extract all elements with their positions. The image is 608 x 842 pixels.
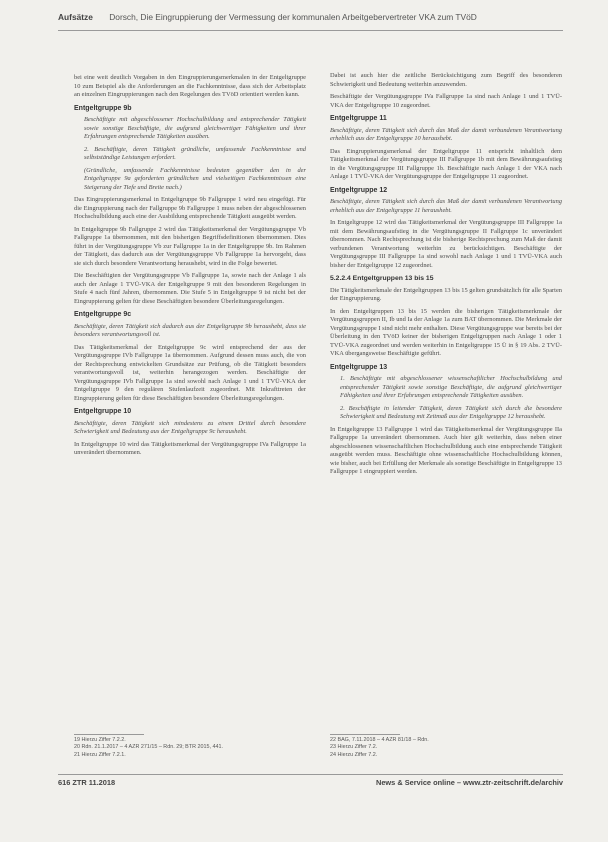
paragraph: In Entgeltgruppe 10 wird das Tätigkeitsmerkmal der Vergütungsgruppe IVa Fallgruppe 1a unverändert übernommen.	[74, 440, 306, 456]
running-header	[58, 12, 563, 28]
merkmal-eg9b-1: Beschäftigte mit abgeschlossener Hochschulbildung und entsprechender Tätigkeit sowie sonstige Beschäftigte, die aufgrund gleichwertiger Fähigkeiten und ihrer Erfahrungen entsprechende Tätigkeiten ausüben.	[84, 116, 306, 140]
right-column	[330, 72, 562, 481]
running-title: Dorsch, Die Eingruppierung der Vermessung der kommunalen Arbeitgebervertreter VKA zum TVöD	[109, 12, 477, 22]
paragraph: In Entgeltgruppe 12 wird das Tätigkeitsmerkmal der Vergütungsgruppe III Fallgruppe 1a mit dem Bewährungsaufstieg in die Vergütungsgruppe II Fallgruppe 1c unverändert übernommen. Nach Rechtsprechung ist die bisherige Rechtsprechung zum Maß der damit verbundenen Verantwortung weiterhin zu berücksichtigen. Beschäftigte der Vergütungsgruppe III Fallgruppe 1a sind sowohl nach Anlage 1 und 1 TVÜ-VKA auch bisher der Entgeltgruppe 12 zugeordnet.	[330, 219, 562, 269]
paragraph: Beschäftigte der Vergütungsgruppe IVa Fallgruppe 1a sind nach Anlage 1 und 1 TVÜ-VKA der Entgeltgruppe 10 zugeordnet.	[330, 93, 562, 109]
footnote: 23 Hierzu Ziffer 7.2.	[330, 744, 378, 751]
paragraph: In Entgeltgruppe 9b Fallgruppe 2 wird das Tätigkeitsmerkmal der Vergütungsgruppe Vb Fallgruppe 1a übernommen, mit den bisherigen Begriffsdefinitionen übernommen. Dies führt in der Vergütungsgruppe Vb zur Fallgruppe 1a in der Entgeltgruppe 9b. Im Rahmen der Tätigkeit, das dadurch aus der Vergütungsgruppe Vb Fallgruppe 1a hervorgeht, dass sie sich durch besondere Verantwortung heraushebt, wird in die Folge bewertet.	[74, 225, 306, 267]
merkmal-eg9b-2: 2. Beschäftigte, deren Tätigkeit gründliche, umfassende Fachkenntnisse und selbstständige Leistungen erfordert.	[84, 145, 306, 161]
footnotes-right	[330, 734, 562, 759]
footer-rule	[58, 774, 563, 775]
footer-page-info: 616 ZTR 11.2018	[58, 778, 116, 787]
paragraph: Das Eingruppierungsmerkmal in Entgeltgruppe 9b Fallgruppe 1 wird neu eingefügt. Für die Eingruppierung nach der Fallgruppe 9b Fallgruppe 1 muss neben der abgeschlossenen Hochschulbildung auch eine der Ausbildung entsprechende Tätigkeit ausgeübt werden.	[74, 196, 306, 220]
merkmal-eg13-1: 1. Beschäftigte mit abgeschlossener wissenschaftlicher Hochschulbildung und entsprechender Tätigkeit sowie sonstige Beschäftigte, die aufgrund gleichwertiger Fähigkeiten und ihrer Erfahrungen entsprechende Tätigkeiten ausüben.	[340, 375, 562, 399]
header-rule	[58, 30, 563, 31]
footnotes-left	[74, 734, 306, 759]
paragraph: bei eine weit deutlich Vorgaben in den Eingruppierungsmerkmalen in der Entgeltgruppe 10 zum Beispiel als die Anforderungen an die Fachkenntnisse, dass sich der Arbeitsplatz an einzelnen Eingruppierungen nach den Regelungen des TVöD orientiert werden kann.	[74, 74, 306, 98]
paragraph: Die Beschäftigten der Vergütungsgruppe Vb Fallgruppe 1a, sowie nach der Anlage 1 als auch der Anlage 1 TVÜ-VKA der Entgeltgruppe 9 mit den besonderen Regelungen in Stufe 4 nach fünf Jahren, übernommen. Die Stufe 5 in Entgeltgruppe 9 ist nicht bei der Eingruppierung gelten für diese Beschäftigten besondere Überleitungsregelungen.	[74, 272, 306, 305]
footnote: 22 BAG, 7.11.2018 – 4 AZR 81/18 – Rdn.	[330, 737, 429, 743]
paragraph: Das Tätigkeitsmerkmal der Entgeltgruppe 9c wird entsprechend der aus der Vergütungsgruppe IVb Fallgruppe 1a übernommen. Aufgrund dessen muss auch, die von der Rechtsprechung entwickelten Grundsätze zur Prüfung, ob die Tätigkeit besonders verantwortungsvoll ist, weiterhin herangezogen werden. Beschäftigte der Vergütungsgruppe IVb Fallgruppe 1a sind sowohl nach Anlage 1 und 1 TVÜ-VKA der Entgeltgruppe 9 den regulären Stufenlaufzeit zugeordnet. Mit Inkrafttreten der Eingruppierung gelten für diese Beschäftigten besondere Überleitungsregelungen.	[74, 343, 306, 402]
heading-eg13: Entgeltgruppe 13	[330, 363, 388, 371]
footnote-rule	[330, 734, 400, 735]
heading-eg9c: Entgeltgruppe 9c	[74, 311, 132, 318]
footnote: 24 Hierzu Ziffer 7.2.	[330, 751, 378, 758]
heading-eg11: Entgeltgruppe 11	[330, 115, 387, 122]
merkmal-eg9c: Beschäftigte, deren Tätigkeit sich dadurch aus der Entgeltgruppe 9b heraushebt, dass sie besonders verantwortungsvoll ist.	[74, 322, 306, 338]
page-footer	[58, 778, 563, 792]
footnote: 20 Rdn. 21.1.2017 – 4 AZR 271/15 – Rdn. 29; BTR 2015, 441.	[74, 744, 223, 751]
left-column	[74, 74, 306, 462]
heading-5224: 5.2.2.4 Entgeltgruppen 13 bis 15	[330, 275, 434, 282]
heading-eg10: Entgeltgruppe 10	[74, 408, 132, 415]
heading-eg12: Entgeltgruppe 12	[330, 186, 388, 194]
merkmal-eg10: Beschäftigte, deren Tätigkeit sich mindestens zu einem Drittel durch besondere Schwierigkeit und Bedeutung aus der Entgeltgruppe 9c heraushebt.	[74, 419, 306, 435]
heading-eg9b: Entgeltgruppe 9b	[74, 104, 132, 112]
footnote-rule	[74, 734, 144, 735]
paragraph: In den Entgeltgruppen 13 bis 15 werden die bisherigen Tätigkeitsmerkmale der Vergütungsgruppen II, Ib und Ia der Anlage 1a zum BAT übernommen. Die Merkmale der Vergütungsgruppe I sind nicht mehr enthalten. Diese Vergütungsgruppe war bereits bei der Überleitung in den TVöD keiner der bisherigen Entgeltgruppen nach Anlage 1 oder 1 TVÜ-VKA zugeordnet und werden weiterhin in Entgeltgruppe 15 Ü in § 19 Abs. 2 TVÜ-VKA übergangsweise Beschäftigte geführt.	[330, 307, 562, 357]
merkmal-eg13-2: 2. Beschäftigte in leitender Tätigkeit, deren Tätigkeit sich durch die besondere Schwierigkeit und Bedeutung mit Zeitmaß aus der Entgeltgruppe 12 heraushebt.	[340, 404, 562, 420]
paragraph: Das Eingruppierungsmerkmal der Entgeltgruppe 11 entspricht inhaltlich dem Tätigkeitsmerkmal der Vergütungsgruppe III Fallgruppe 1b mit dem Bewährungsaufstieg in die Vergütungsgruppe III Fallgruppe 1b. Beschäftigte nach Anlage 1 der VKA nach Anlage 1 TVÜ-VKA der Vergütungsgruppe der Entgeltgruppe 11 zugeordnet.	[330, 147, 562, 180]
merkmal-eg12: Beschäftigte, deren Tätigkeit sich durch das Maß der damit verbundenen Verantwortung erheblich aus der Entgeltgruppe 11 heraushebt.	[330, 198, 562, 214]
paragraph: Dabei ist auch hier die zeitliche Berücksichtigung zum Begriff des besonderen Schwierigkeit und Bedeutung weiterhin anzuwenden.	[330, 72, 562, 88]
footnote: 21 Hierzu Ziffer 7.2.1.	[74, 751, 126, 758]
paragraph: Die Tätigkeitsmerkmale der Entgeltgruppen 13 bis 15 gelten grundsätzlich für alle Sparten der Eingruppierung.	[330, 286, 562, 302]
section-tag: Aufsätze	[58, 12, 93, 22]
merkmal-eg11: Beschäftigte, deren Tätigkeit sich durch das Maß der damit verbundenen Verantwortung erheblich aus der Entgeltgruppe 10 heraushebt.	[330, 126, 562, 142]
footer-link[interactable]: News & Service online – www.ztr-zeitschrift.de/archiv	[375, 778, 563, 787]
footnote: 19 Hierzu Ziffer 7.2.2.	[74, 737, 126, 743]
paragraph: In Entgeltgruppe 13 Fallgruppe 1 wird das Tätigkeitsmerkmal der Vergütungsgruppe IIa Fallgruppe 1a unverändert übernommen. Auch hier gilt weiterhin, dass neben einer abgeschlossenen wissenschaftlichen Hochschulbildung auch eine entsprechende Tätigkeit ausgeübt werden muss. Beschäftigte ohne wissenschaftliche Hochschulbildung können, wie bisher, auch bei Erfüllung der Merkmale als sonstige Beschäftigte in Entgeltgruppe 13 Fallgruppe 1 eingruppiert werden.	[330, 425, 562, 475]
merkmal-eg9b-note: (Gründliche, umfassende Fachkenntnisse bedeuten gegenüber den in der Entgeltgruppe 9a geforderten gründlichen und vielseitigen Fachkenntnissen eine Steigerung der Tiefe und Breite nach.)	[84, 166, 306, 191]
